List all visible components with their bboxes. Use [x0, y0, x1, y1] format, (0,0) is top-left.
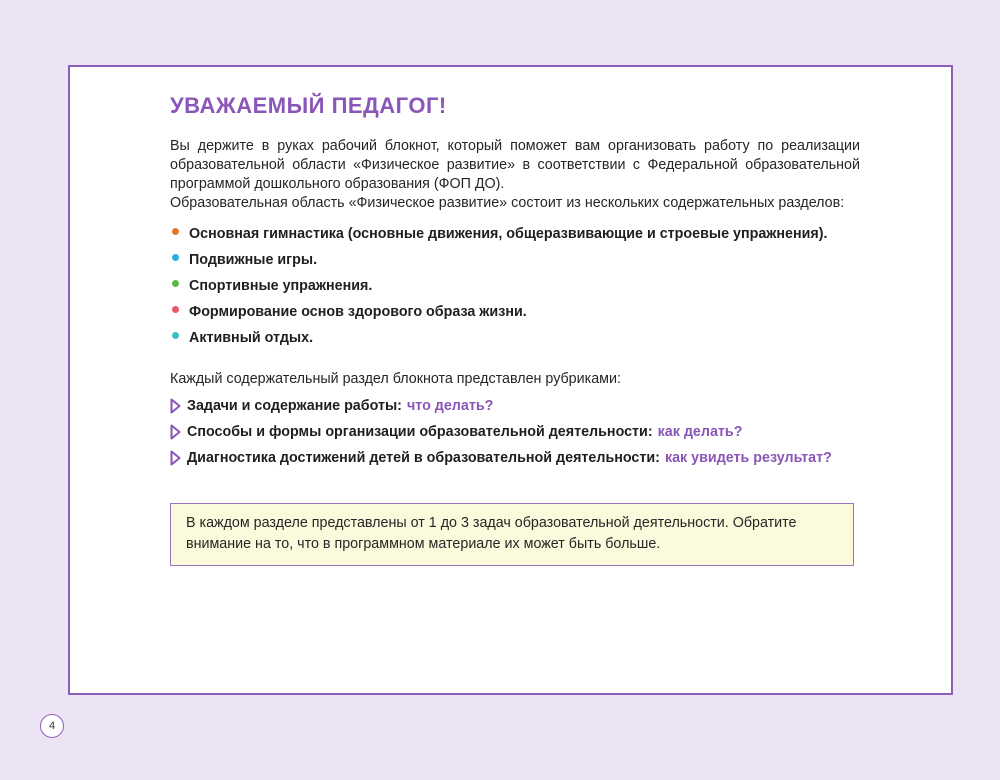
rubric-question: как увидеть результат?	[664, 450, 832, 466]
bullet-dot-icon	[172, 306, 179, 313]
section-item	[170, 273, 860, 299]
section-item	[170, 221, 860, 247]
rubric-item	[170, 393, 860, 419]
rubric-question: что делать?	[406, 398, 494, 414]
section-label: Формирование основ здорового образа жизни.	[189, 304, 527, 320]
intro-paragraph: Вы держите в руках рабочий блокнот, который поможет вам организовать работу по реализации образовательной области «Физическое развитие» в соответствии с Федеральной образовательной программой дошкольного образования (ФОП ДО).	[170, 138, 860, 192]
page-number: 4	[40, 714, 64, 738]
note-box	[170, 503, 854, 566]
bullet-dot-icon	[172, 280, 179, 287]
rubric-item	[170, 419, 860, 445]
section-label: Спортивные упражнения.	[189, 278, 373, 294]
rubric-label: Задачи и содержание работы:	[187, 398, 402, 414]
page-frame	[68, 65, 953, 695]
rubrics-list	[170, 393, 860, 471]
intro-paragraph-sections: Образовательная область «Физическое развитие» состоит из нескольких содержательных разделов:	[170, 195, 845, 211]
section-item	[170, 247, 860, 273]
chevron-right-icon	[170, 450, 181, 466]
bullet-dot-icon	[172, 228, 179, 235]
rubric-question: как делать?	[657, 424, 743, 440]
note-text: В каждом разделе представлены от 1 до 3 задач образовательной деятельности. Обратите внимание на то, что в программном материале их может быть больше.	[186, 515, 797, 552]
bullet-dot-icon	[172, 254, 179, 261]
chevron-right-icon	[170, 398, 181, 414]
rubric-label: Способы и формы организации образовательной деятельности:	[187, 424, 653, 440]
bullet-dot-icon	[172, 332, 179, 339]
page-title: УВАЖАЕМЫЙ ПЕДАГОГ!	[170, 93, 447, 118]
section-item	[170, 299, 860, 325]
rubrics-intro: Каждый содержательный раздел блокнота представлен рубриками:	[170, 371, 621, 387]
rubric-item	[170, 445, 860, 471]
chevron-right-icon	[170, 424, 181, 440]
section-label: Основная гимнастика (основные движения, общеразвивающие и строевые упражнения).	[189, 226, 828, 242]
rubric-label: Диагностика достижений детей в образовательной деятельности:	[187, 450, 660, 466]
section-item	[170, 325, 860, 351]
section-label: Активный отдых.	[189, 330, 314, 346]
sections-list	[170, 221, 860, 351]
section-label: Подвижные игры.	[189, 252, 318, 268]
page-content	[170, 93, 860, 566]
